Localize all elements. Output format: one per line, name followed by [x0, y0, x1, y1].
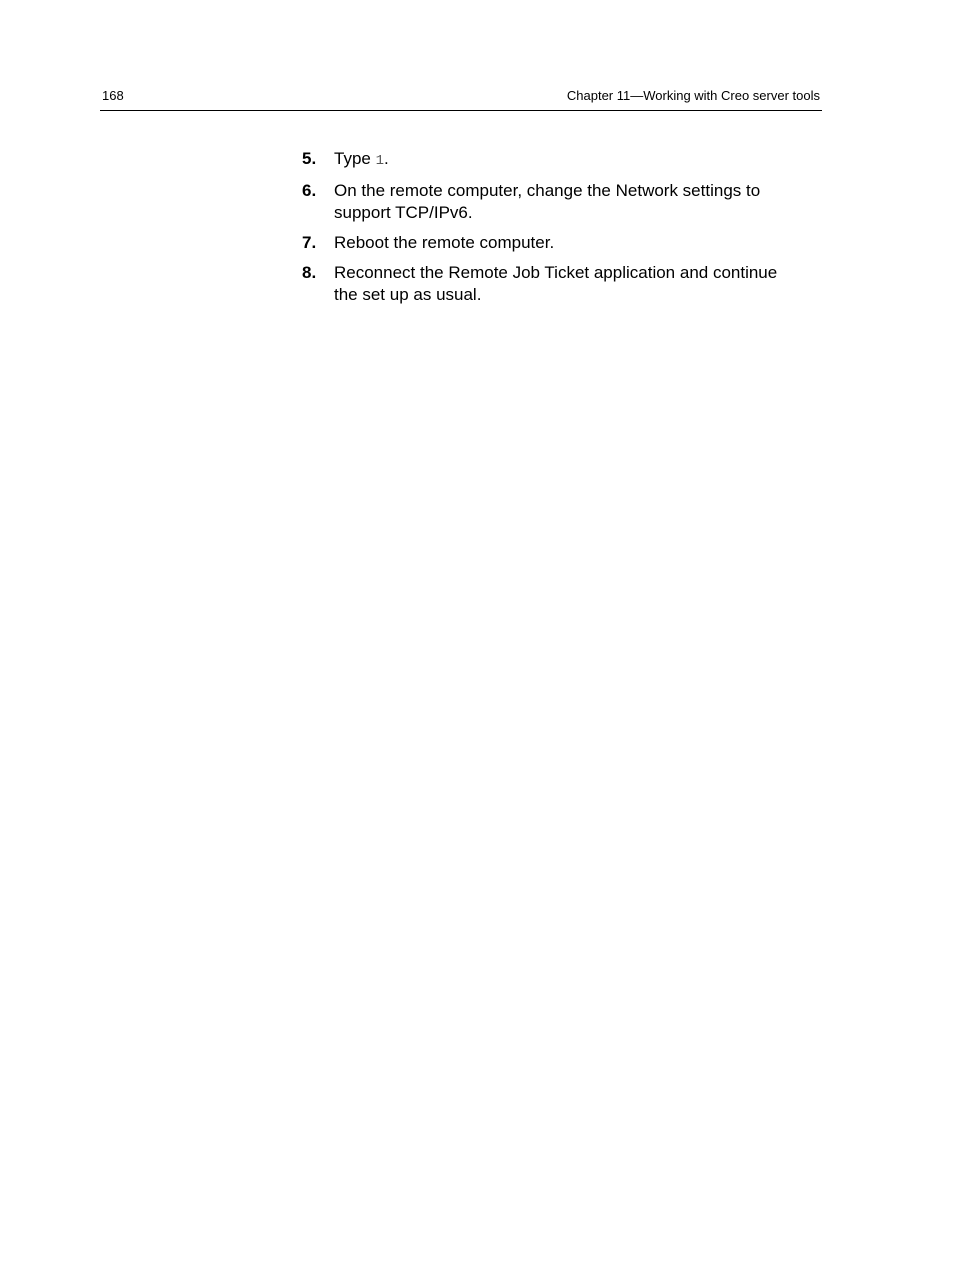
step-5: [302, 148, 802, 172]
step-8: [302, 262, 802, 306]
step-suffix: .: [384, 149, 389, 168]
step-6: [302, 180, 802, 224]
step-text: Reconnect the Remote Job Ticket application and continue the set up as usual.: [334, 263, 778, 304]
chapter-title: Chapter 11—Working with Creo server tools: [566, 88, 820, 103]
step-number: 5.: [302, 149, 317, 168]
step-7: [302, 232, 802, 254]
step-text: Type: [334, 149, 376, 168]
procedure-steps: [302, 148, 802, 314]
step-number: 8.: [302, 263, 317, 282]
step-text: Reboot the remote computer.: [334, 233, 555, 252]
step-number: 6.: [302, 181, 317, 200]
step-number: 7.: [302, 233, 317, 252]
page-header: [100, 88, 822, 111]
step-code: 1: [375, 153, 384, 169]
page-number: 168: [102, 88, 124, 103]
step-text: On the remote computer, change the Network settings to support TCP/IPv6.: [334, 181, 761, 222]
